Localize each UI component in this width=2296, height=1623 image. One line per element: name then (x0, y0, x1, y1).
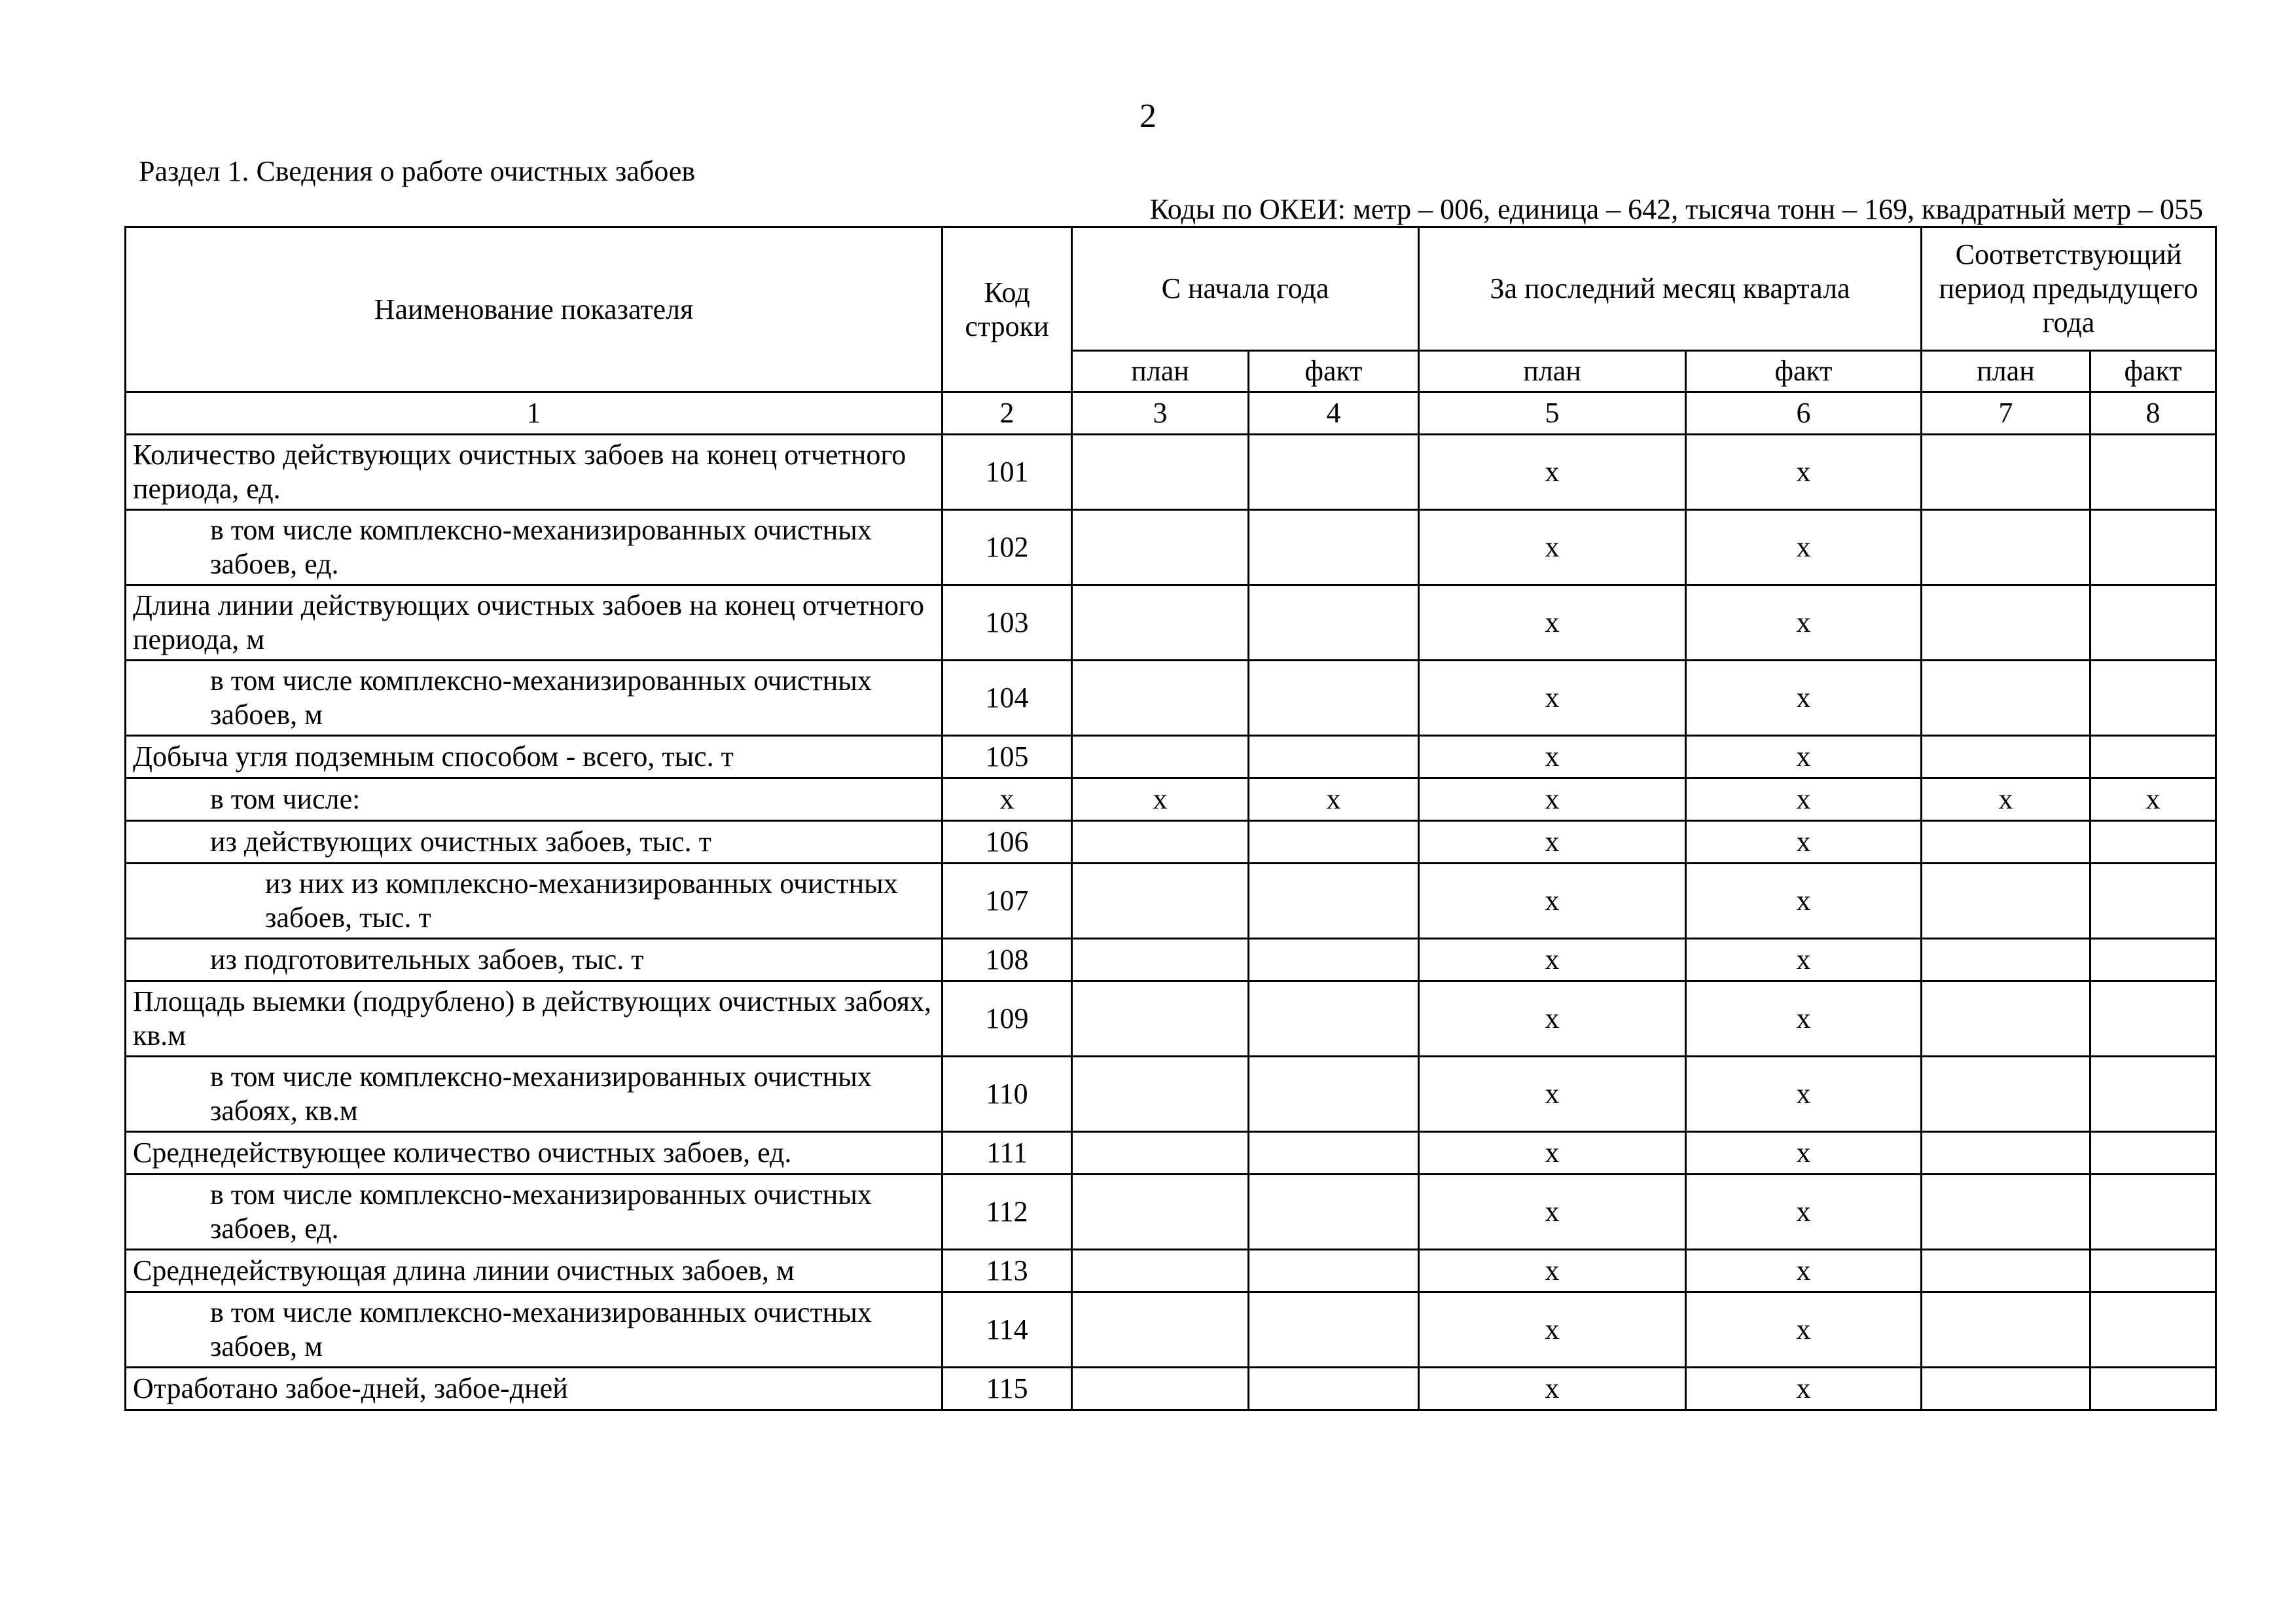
cell-not-applicable: x (1686, 585, 1922, 661)
value-cell[interactable] (1249, 1057, 1419, 1132)
indicator-name: Отработано забое-дней, забое-дней (126, 1368, 942, 1410)
cell-not-applicable: x (1419, 1175, 1686, 1250)
value-cell[interactable] (2090, 939, 2216, 981)
value-cell[interactable] (1072, 585, 1249, 661)
value-cell[interactable] (1249, 821, 1419, 864)
value-cell[interactable] (2090, 864, 2216, 939)
column-number: 4 (1249, 392, 1419, 435)
table-row (126, 1132, 2216, 1175)
cell-not-applicable: x (1419, 1368, 1686, 1410)
table-row (126, 1292, 2216, 1368)
table-row (126, 1175, 2216, 1250)
value-cell[interactable] (1922, 1057, 2090, 1132)
table-row (126, 1057, 2216, 1132)
cell-not-applicable: x (1686, 736, 1922, 778)
cell-not-applicable: x (2090, 778, 2216, 821)
column-number: 3 (1072, 392, 1249, 435)
value-cell[interactable] (2090, 1175, 2216, 1250)
cell-not-applicable: x (1419, 1292, 1686, 1368)
report-body (126, 435, 2216, 1410)
cell-not-applicable: x (1419, 1250, 1686, 1292)
value-cell[interactable] (1072, 661, 1249, 736)
page-number: 2 (1139, 98, 1157, 135)
value-cell[interactable] (2090, 1368, 2216, 1410)
header-row-main (126, 227, 2216, 351)
indicator-name: из действующих очистных забоев, тыс. т (126, 821, 942, 864)
value-cell[interactable] (1249, 1292, 1419, 1368)
header-last-month: За последний месяц квартала (1419, 227, 1922, 351)
cell-not-applicable: x (1922, 778, 2090, 821)
table-row (126, 821, 2216, 864)
cell-not-applicable: x (1419, 661, 1686, 736)
cell-not-applicable: x (1686, 661, 1922, 736)
row-code: 104 (942, 661, 1072, 736)
table-row (126, 510, 2216, 585)
value-cell[interactable] (1249, 1250, 1419, 1292)
value-cell[interactable] (1072, 981, 1249, 1057)
header-fact: факт (1686, 351, 1922, 392)
column-number: 7 (1922, 392, 2090, 435)
cell-not-applicable: x (1419, 981, 1686, 1057)
cell-not-applicable: x (1419, 1057, 1686, 1132)
value-cell[interactable] (1249, 661, 1419, 736)
value-cell[interactable] (1072, 864, 1249, 939)
value-cell[interactable] (1072, 736, 1249, 778)
value-cell[interactable] (1249, 510, 1419, 585)
header-plan: план (1419, 351, 1686, 392)
row-code: 101 (942, 435, 1072, 510)
indicator-name: из подготовительных забоев, тыс. т (126, 939, 942, 981)
row-code: 113 (942, 1250, 1072, 1292)
report-table (124, 226, 2217, 1411)
value-cell[interactable] (2090, 510, 2216, 585)
table-row (126, 939, 2216, 981)
header-plan: план (1922, 351, 2090, 392)
table-row (126, 736, 2216, 778)
value-cell[interactable] (1072, 1292, 1249, 1368)
value-cell[interactable] (1072, 510, 1249, 585)
value-cell[interactable] (1249, 981, 1419, 1057)
indicator-name: в том числе комплексно-механизированных очистных забоях, кв.м (126, 1057, 942, 1132)
row-code: 111 (942, 1132, 1072, 1175)
value-cell[interactable] (1922, 585, 2090, 661)
cell-not-applicable: x (1686, 1132, 1922, 1175)
cell-not-applicable: x (1249, 778, 1419, 821)
column-number: 8 (2090, 392, 2216, 435)
cell-not-applicable: x (1686, 981, 1922, 1057)
cell-not-applicable: x (1686, 510, 1922, 585)
indicator-name: Количество действующих очистных забоев на конец отчетного периода, ед. (126, 435, 942, 510)
okei-codes: Коды по ОКЕИ: метр – 006, единица – 642, тысяча тонн – 169, квадратный метр – 055 (1149, 193, 2203, 225)
column-number: 2 (942, 392, 1072, 435)
cell-not-applicable: x (1072, 778, 1249, 821)
value-cell[interactable] (2090, 585, 2216, 661)
header-fact: факт (1249, 351, 1419, 392)
value-cell[interactable] (1922, 821, 2090, 864)
cell-not-applicable: x (1686, 778, 1922, 821)
value-cell[interactable] (1922, 864, 2090, 939)
value-cell[interactable] (1249, 1368, 1419, 1410)
table-row (126, 1250, 2216, 1292)
cell-not-applicable: x (1419, 585, 1686, 661)
value-cell[interactable] (1922, 661, 2090, 736)
cell-not-applicable: x (1419, 778, 1686, 821)
value-cell[interactable] (1072, 821, 1249, 864)
table-row (126, 1368, 2216, 1410)
column-number: 5 (1419, 392, 1686, 435)
value-cell[interactable] (1072, 1132, 1249, 1175)
row-code: 112 (942, 1175, 1072, 1250)
value-cell[interactable] (1922, 1368, 2090, 1410)
header-prev-year: Соответствующий период предыдущего года (1922, 227, 2216, 351)
value-cell[interactable] (1922, 939, 2090, 981)
indicator-name: в том числе комплексно-механизированных очистных забоев, м (126, 1292, 942, 1368)
row-code: 114 (942, 1292, 1072, 1368)
cell-not-applicable: x (1686, 1250, 1922, 1292)
table-row (126, 435, 2216, 510)
row-code: x (942, 778, 1072, 821)
row-code: 108 (942, 939, 1072, 981)
row-code: 102 (942, 510, 1072, 585)
cell-not-applicable: x (1686, 864, 1922, 939)
value-cell[interactable] (2090, 1057, 2216, 1132)
cell-not-applicable: x (1686, 1292, 1922, 1368)
value-cell[interactable] (2090, 435, 2216, 510)
row-code: 110 (942, 1057, 1072, 1132)
value-cell[interactable] (2090, 981, 2216, 1057)
cell-not-applicable: x (1419, 435, 1686, 510)
value-cell[interactable] (2090, 1250, 2216, 1292)
indicator-name: в том числе комплексно-механизированных очистных забоев, м (126, 661, 942, 736)
table-row (126, 981, 2216, 1057)
value-cell[interactable] (2090, 736, 2216, 778)
cell-not-applicable: x (1419, 736, 1686, 778)
value-cell[interactable] (1922, 1250, 2090, 1292)
value-cell[interactable] (1922, 510, 2090, 585)
value-cell[interactable] (2090, 821, 2216, 864)
value-cell[interactable] (1922, 1292, 2090, 1368)
value-cell[interactable] (1922, 435, 2090, 510)
indicator-name: Среднедействующая длина линии очистных забоев, м (126, 1250, 942, 1292)
value-cell[interactable] (1072, 1368, 1249, 1410)
value-cell[interactable] (1249, 435, 1419, 510)
cell-not-applicable: x (1686, 1175, 1922, 1250)
value-cell[interactable] (2090, 661, 2216, 736)
value-cell[interactable] (1249, 585, 1419, 661)
value-cell[interactable] (1249, 1175, 1419, 1250)
indicator-name: Добыча угля подземным способом - всего, тыс. т (126, 736, 942, 778)
cell-not-applicable: x (1419, 939, 1686, 981)
value-cell[interactable] (1922, 981, 2090, 1057)
cell-not-applicable: x (1686, 1368, 1922, 1410)
header-plan: план (1072, 351, 1249, 392)
header-name: Наименование показателя (126, 227, 942, 392)
cell-not-applicable: x (1419, 864, 1686, 939)
column-number-row (126, 392, 2216, 435)
value-cell[interactable] (1072, 1175, 1249, 1250)
cell-not-applicable: x (1686, 1057, 1922, 1132)
cell-not-applicable: x (1686, 435, 1922, 510)
cell-not-applicable: x (1686, 821, 1922, 864)
value-cell[interactable] (1072, 1057, 1249, 1132)
value-cell[interactable] (1249, 939, 1419, 981)
indicator-name: Длина линии действующих очистных забоев на конец отчетного периода, м (126, 585, 942, 661)
value-cell[interactable] (1072, 1250, 1249, 1292)
value-cell[interactable] (1249, 864, 1419, 939)
value-cell[interactable] (1249, 1132, 1419, 1175)
indicator-name: в том числе комплексно-механизированных очистных забоев, ед. (126, 1175, 942, 1250)
row-code: 109 (942, 981, 1072, 1057)
table-row (126, 585, 2216, 661)
section-title: Раздел 1. Сведения о работе очистных забоев (139, 155, 696, 187)
column-number: 6 (1686, 392, 1922, 435)
indicator-name: Среднедействующее количество очистных забоев, ед. (126, 1132, 942, 1175)
value-cell[interactable] (2090, 1292, 2216, 1368)
value-cell[interactable] (1922, 736, 2090, 778)
indicator-name: в том числе: (126, 778, 942, 821)
row-code: 105 (942, 736, 1072, 778)
cell-not-applicable: x (1419, 510, 1686, 585)
value-cell[interactable] (1922, 1132, 2090, 1175)
row-code: 107 (942, 864, 1072, 939)
table-row (126, 778, 2216, 821)
table-row (126, 661, 2216, 736)
cell-not-applicable: x (1419, 821, 1686, 864)
cell-not-applicable: x (1686, 939, 1922, 981)
indicator-name: из них из комплексно-механизированных очистных забоев, тыс. т (126, 864, 942, 939)
header-year-start: С начала года (1072, 227, 1419, 351)
row-code: 103 (942, 585, 1072, 661)
indicator-name: Площадь выемки (подрублено) в действующих очистных забоях, кв.м (126, 981, 942, 1057)
value-cell[interactable] (1072, 435, 1249, 510)
cell-not-applicable: x (1419, 1132, 1686, 1175)
column-number: 1 (126, 392, 942, 435)
value-cell[interactable] (1249, 736, 1419, 778)
table-row (126, 864, 2216, 939)
value-cell[interactable] (1922, 1175, 2090, 1250)
header-code: Код строки (942, 227, 1072, 392)
header-fact: факт (2090, 351, 2216, 392)
row-code: 106 (942, 821, 1072, 864)
indicator-name: в том числе комплексно-механизированных очистных забоев, ед. (126, 510, 942, 585)
value-cell[interactable] (1072, 939, 1249, 981)
row-code: 115 (942, 1368, 1072, 1410)
value-cell[interactable] (2090, 1132, 2216, 1175)
